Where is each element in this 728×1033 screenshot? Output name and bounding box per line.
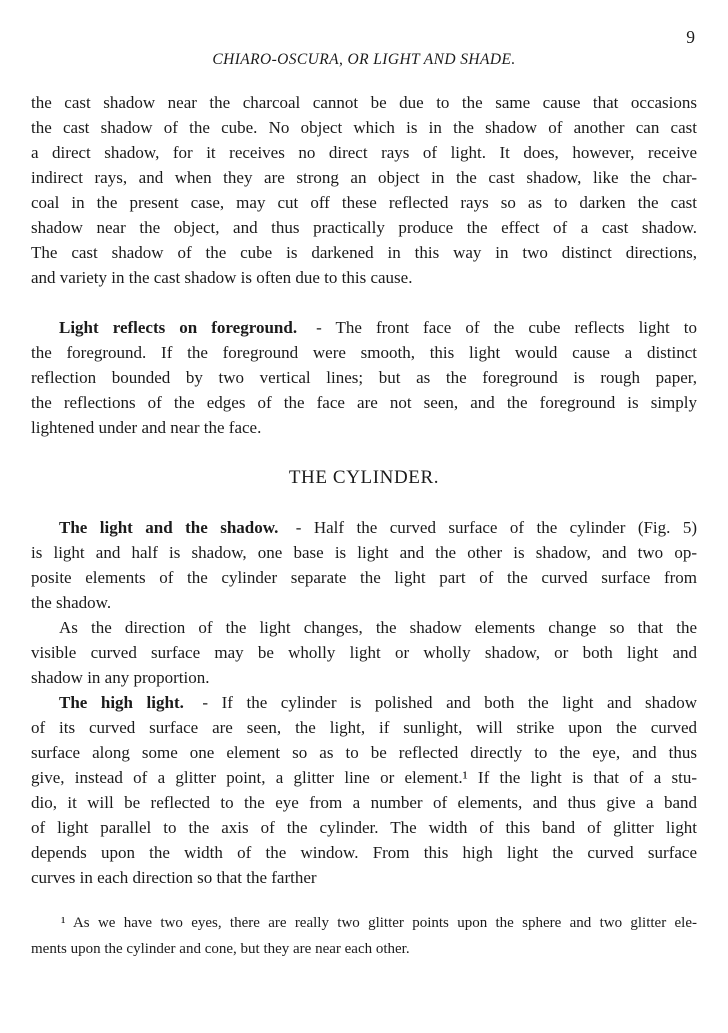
text-line: shadow in any proportion. (31, 668, 210, 687)
text-line (31, 690, 697, 715)
footnote-line: ments upon the cylinder and cone, but they are near each other. (31, 941, 410, 957)
footnote-line: ¹ As we have two eyes, there are really two glitter points upon the sphere and two glitter ele- (61, 915, 697, 931)
text-line: visible curved surface may be wholly light or wholly shadow, or both light and (31, 643, 697, 662)
running-head: CHIARO-OSCURA, OR LIGHT AND SHADE. (212, 51, 516, 68)
lead-rest: - If the cylinder is polished and both the light and shadow (188, 693, 697, 712)
paragraph-lead: Light reflects on foreground. (59, 318, 298, 337)
text-line: the cast shadow near the charcoal cannot be due to the same cause that occasions (31, 93, 697, 112)
text-line (31, 315, 697, 340)
paragraph (31, 615, 697, 690)
text-line: lightened under and near the face. (31, 418, 262, 437)
text-line: the shadow. (31, 593, 112, 612)
text-line: coal in the present case, may cut off these reflected rays so as to darken the cast (31, 193, 697, 212)
text-line: a direct shadow, for it receives no direct rays of light. It does, however, receive (31, 143, 697, 162)
section-heading: THE CYLINDER. (288, 467, 440, 488)
text-line: give, instead of a glitter point, a glitter line or element.¹ If the light is that of a stu- (31, 768, 697, 787)
lead-rest: - The front face of the cube reflects light to (302, 318, 697, 337)
text-line: of its curved surface are seen, the light, if sunlight, will strike upon the curved (31, 718, 697, 737)
paragraph-lead: The high light. (59, 693, 184, 712)
text-line: the foreground. If the foreground were smooth, this light would cause a distinct (31, 343, 697, 362)
text-line: of light parallel to the axis of the cylinder. The width of this band of glitter light (31, 818, 697, 837)
paragraph (31, 90, 697, 290)
text-line: indirect rays, and when they are strong an object in the cast shadow, like the char- (31, 168, 697, 187)
text-line: the reflections of the edges of the face are not seen, and the foreground is simply (31, 393, 697, 412)
text-line: The cast shadow of the cube is darkened in this way in two distinct directions, (31, 243, 697, 262)
paragraph (31, 690, 697, 890)
text-line: curves in each direction so that the farther (31, 868, 317, 887)
text-line: posite elements of the cylinder separate the light part of the curved surface from (31, 568, 697, 587)
text-line: and variety in the cast shadow is often due to this cause. (31, 268, 413, 287)
text-line: dio, it will be reflected to the eye from a number of elements, and thus give a band (31, 793, 697, 812)
page-body (31, 90, 697, 962)
text-line: the cast shadow of the cube. No object which is in the shadow of another can cast (31, 118, 697, 137)
page-number: 9 (686, 27, 695, 47)
text-line: is light and half is shadow, one base is light and the other is shadow, and two op- (31, 543, 697, 562)
text-line (31, 515, 697, 540)
paragraph (31, 515, 697, 615)
text-line: As the direction of the light changes, the shadow elements change so that the (59, 618, 697, 637)
text-line: depends upon the width of the window. From this high light the curved surface (31, 843, 697, 862)
text-line: surface along some one element so as to be reflected directly to the eye, and thus (31, 743, 697, 762)
paragraph (31, 315, 697, 440)
footnote (31, 910, 697, 962)
lead-rest: - Half the curved surface of the cylinder (Fig. 5) (283, 518, 697, 537)
text-line: reflection bounded by two vertical lines; but as the foreground is rough paper, (31, 368, 697, 387)
text-line: shadow near the object, and thus practically produce the effect of a cast shadow. (31, 218, 697, 237)
paragraph-lead: The light and the shadow. (59, 518, 279, 537)
